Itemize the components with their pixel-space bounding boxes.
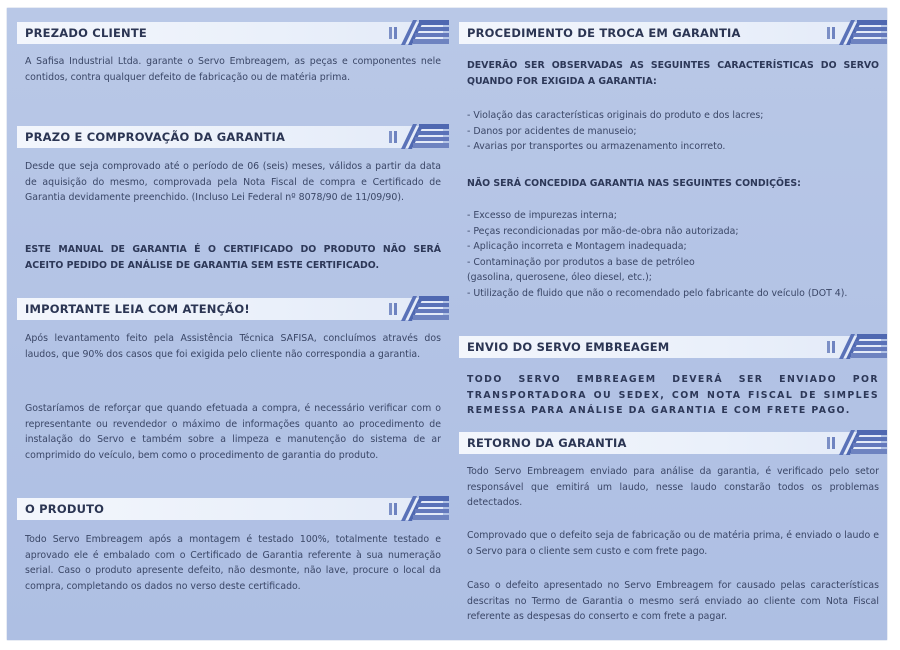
- section-title: ENVIO DO SERVO EMBREAGEM: [467, 340, 670, 354]
- no-warranty-list: [467, 208, 879, 302]
- list-item: - Avarias por transportes ou armazenamento incorreto.: [467, 141, 726, 153]
- list-item: - Danos por acidentes de manuseio;: [467, 125, 637, 137]
- section-title: O PRODUTO: [25, 502, 105, 516]
- list-item: - Violação das características originais do produto e dos lacres;: [467, 110, 764, 121]
- importante-paragraph-1: Após levantamento feito pela Assistência Técnica SAFISA, concluímos através dos laudos, que 90% dos casos que foi exigida pelo cliente não correspondia a garantia.: [25, 333, 441, 360]
- certificate-notice: ESTE MANUAL DE GARANTIA É O CERTIFICADO DO PRODUTO NÃO SERÁ ACEITO PEDIDO DE ANÁLISE DE GARANTIA SEM ESTE CERTIFICADO.: [25, 244, 441, 271]
- retorno-paragraph-1: Todo Servo Embreagem enviado para análise da garantia, é verificado pelo setor responsável que emitirá um laudo, nesse laudo constarão todos os problemas detectados.: [467, 466, 879, 509]
- brand-stripes-icon: [799, 428, 887, 458]
- list-item: - Peças recondicionadas por mão-de-obra não autorizada;: [467, 225, 739, 237]
- section-header-envio: [459, 336, 881, 358]
- brand-stripes-icon: [361, 294, 449, 324]
- warranty-leaflet: [7, 8, 887, 640]
- importante-paragraph-2: Gostaríamos de reforçar que quando efetuada a compra, é necessário verificar com o representante ou revendedor o máximo de informações quanto ao procedimento de instalação do Servo e também sobre a limpeza e manutenção do sistema de ar comprimido do veículo, bem como o procedimento de garantia do produto.: [25, 403, 441, 461]
- retorno-paragraph-2: Comprovado que o defeito seja de fabricação ou de matéria prima, é enviado o laudo e o Servo para o cliente sem custo e com frete pago.: [467, 530, 879, 557]
- section-title: PROCEDIMENTO DE TROCA EM GARANTIA: [467, 26, 741, 40]
- section-title: RETORNO DA GARANTIA: [467, 436, 627, 450]
- section-header-produto: [17, 498, 443, 520]
- brand-stripes-icon: [361, 18, 449, 48]
- list-item: - Contaminação por produtos a base de petróleo: [467, 256, 695, 268]
- list-item: - Aplicação incorreta e Montagem inadequada;: [467, 241, 687, 253]
- section-title: PRAZO E COMPROVAÇÃO DA GARANTIA: [25, 130, 286, 144]
- section-header-importante: [17, 298, 443, 320]
- no-warranty-subtitle: NÃO SERÁ CONCEDIDA GARANTIA NAS SEGUINTES CONDIÇÕES:: [467, 178, 801, 189]
- brand-stripes-icon: [361, 122, 449, 152]
- section-header-prazo: [17, 126, 443, 148]
- list-item: - Utilização de fluido que não o recomendado pelo fabricante do veículo (DOT 4).: [467, 287, 848, 299]
- envio-paragraph: TODO SERVO EMBREAGEM DEVERÁ SER ENVIADO POR TRANSPORTADORA OU SEDEX, COM NOTA FISCAL DE SIMPLES REMESSA PARA ANÁLISE DA GARANTIA E COM FRETE PAGO.: [467, 374, 879, 417]
- prazo-paragraph: Desde que seja comprovado até o período de 06 (seis) meses, válidos a partir da data de aquisição do mesmo, comprovada pela Nota Fiscal de compra e Certificado de Garantia devidamente preenchido. (Incluso Lei Federal nº 8078/90 de 11/09/90).: [25, 161, 441, 204]
- brand-stripes-icon: [799, 332, 887, 362]
- produto-paragraph: Todo Servo Embreagem após a montagem é testado 100%, totalmente testado e aprovado ele é embalado com o Certificado de Garantia referente à sua numeração serial. Caso o produto apresente defeito, não desmonte, não lave, procure o local da compra, completando os dados no verso deste certificado.: [25, 534, 441, 592]
- violations-list: [467, 108, 879, 155]
- section-header-prezado-cliente: [17, 22, 443, 44]
- list-item: - Excesso de impurezas interna;: [467, 210, 617, 221]
- brand-stripes-icon: [799, 18, 887, 48]
- section-header-procedimento: [459, 22, 881, 44]
- procedimento-intro: DEVERÃO SER OBSERVADAS AS SEGUINTES CARACTERÍSTICAS DO SERVO QUANDO FOR EXIGIDA A GARANTIA:: [467, 60, 879, 87]
- list-item: (gasolina, querosene, óleo diesel, etc.);: [467, 272, 652, 284]
- retorno-paragraph-3: Caso o defeito apresentado no Servo Embreagem for causado pelas características descritas no Termo de Garantia o mesmo será enviado ao cliente com Nota Fiscal referente as despesas do conserto e com frete a pagar.: [467, 580, 879, 623]
- section-title: PREZADO CLIENTE: [25, 26, 147, 40]
- intro-paragraph: A Safisa Industrial Ltda. garante o Servo Embreagem, as peças e componentes nele contidos, contra qualquer defeito de fabricação ou de matéria prima.: [25, 56, 441, 83]
- brand-stripes-icon: [361, 494, 449, 524]
- section-title: IMPORTANTE LEIA COM ATENÇÃO!: [25, 302, 250, 316]
- section-header-retorno: [459, 432, 881, 454]
